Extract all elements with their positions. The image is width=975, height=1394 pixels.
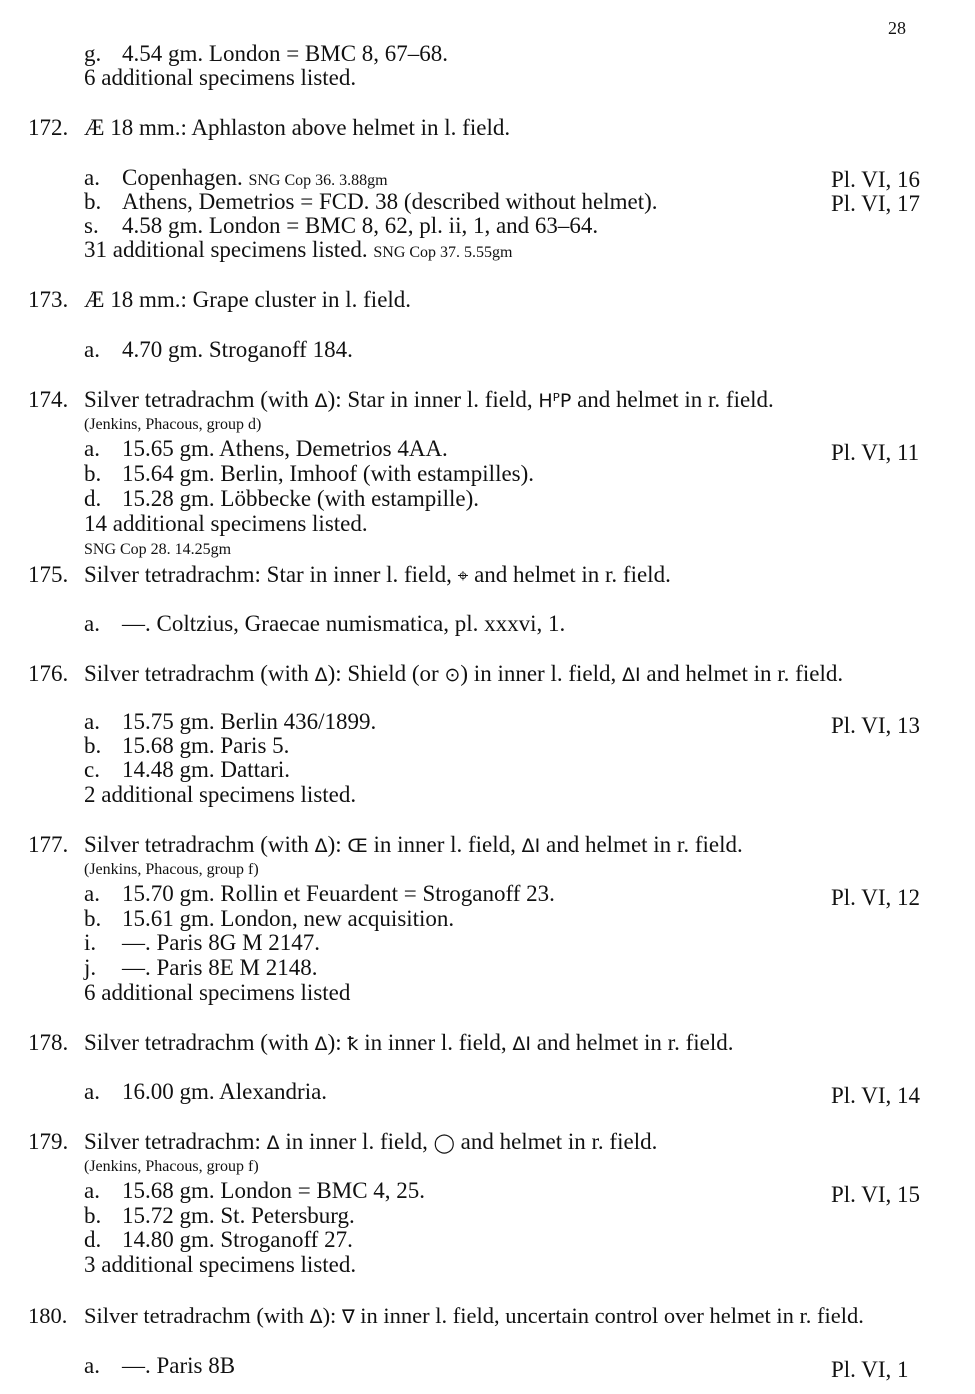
monogram-symbol: ⌖	[457, 565, 469, 587]
monogram-symbol: Œ	[347, 835, 368, 857]
specimen-line: d. 14.80 gm. Stroganoff 27.	[84, 1227, 353, 1252]
additional-specimens: 31 additional specimens listed. SNG Cop 37. 5.55gm	[84, 237, 513, 262]
specimen-line: a. 15.75 gm. Berlin 436/1899.	[84, 709, 377, 734]
specimen-line: j. —. Paris 8E M 2148.	[84, 955, 318, 980]
entry-177-heading: 177. Silver tetradrachm (with Δ): Œ in inner l. field, ΔI and helmet in r. field.	[28, 832, 743, 857]
plate-reference: Pl. VI, 17	[831, 191, 921, 216]
additional-specimens: 3 additional specimens listed.	[84, 1252, 357, 1277]
monogram-symbol: ∇	[341, 1306, 355, 1328]
specimen-line: a. —. Paris 8B	[84, 1353, 236, 1378]
specimen-line: b. 15.68 gm. Paris 5.	[84, 733, 290, 758]
circle-dot-symbol: ⊙	[444, 664, 461, 686]
delta-symbol: Δ	[314, 835, 328, 857]
additional-specimens: 6 additional specimens listed.	[84, 65, 357, 90]
entry-180-heading: 180. Silver tetradrachm (with Δ): ∇ in inner l. field, uncertain control over helmet in r. field.	[28, 1303, 864, 1328]
entry-178-heading: 178. Silver tetradrachm (with Δ): ꝁ in inner l. field, ΔI and helmet in r. field.	[28, 1030, 734, 1055]
specimen-line: b. 15.61 gm. London, new acquisition.	[84, 906, 455, 931]
plate-reference: Pl. VI, 14	[831, 1083, 921, 1108]
note: (Jenkins, Phacous, group f)	[84, 861, 259, 878]
delta-symbol: Δ	[314, 1033, 328, 1055]
entry-172-heading: 172. Æ 18 mm.: Aphlaston above helmet in l. field.	[28, 115, 511, 140]
monogram-symbol: ΔI	[512, 1033, 531, 1055]
plate-reference: Pl. VI, 11	[831, 440, 920, 465]
delta-symbol: Δ	[314, 664, 328, 686]
monogram-symbol: ΔI	[521, 835, 541, 857]
specimen-line: a. 16.00 gm. Alexandria.	[84, 1079, 328, 1104]
specimen-line: d. 15.28 gm. Löbbecke (with estampille).	[84, 486, 480, 511]
specimen-line: b. 15.64 gm. Berlin, Imhoof (with estampilles).	[84, 461, 535, 486]
monogram-symbol: ꝁ	[347, 1033, 359, 1055]
entry-175-heading: 175. Silver tetradrachm: Star in inner l. field, ⌖ and helmet in r. field.	[28, 562, 671, 587]
specimen-line: a. —. Coltzius, Graecae numismatica, pl. xxxvi, 1.	[84, 611, 566, 636]
specimen-line: b. 15.72 gm. St. Petersburg.	[84, 1203, 355, 1228]
specimen-line: c. 14.48 gm. Dattari.	[84, 757, 290, 782]
specimen-line: a. Copenhagen. SNG Cop 36. 3.88gm	[84, 165, 388, 190]
monogram-symbol: ΗᴾP	[538, 390, 572, 412]
additional-specimens: 6 additional specimens listed	[84, 980, 351, 1005]
specimen-line: a. 15.65 gm. Athens, Demetrios 4AA.	[84, 436, 448, 461]
page-number: 28	[888, 18, 906, 38]
additional-specimens: 2 additional specimens listed.	[84, 782, 357, 807]
plate-reference: Pl. VI, 13	[831, 713, 921, 738]
plate-reference: Pl. VI, 1	[831, 1357, 909, 1382]
entry-179-heading: 179. Silver tetradrachm: Δ in inner l. field, ◯ and helmet in r. field.	[28, 1129, 658, 1154]
delta-symbol: Δ	[266, 1132, 280, 1154]
note: (Jenkins, Phacous, group f)	[84, 1158, 259, 1175]
specimen-line: i. —. Paris 8G M 2147.	[84, 930, 321, 955]
entry-176-heading: 176. Silver tetradrachm (with Δ): Shield (or ⊙) in inner l. field, ΔI and helmet in r. field.	[28, 661, 844, 686]
delta-symbol: Δ	[314, 390, 328, 412]
monogram-symbol: ΔI	[622, 664, 641, 686]
specimen-line: g. 4.54 gm. London = BMC 8, 67–68.	[84, 41, 449, 66]
plate-reference: Pl. VI, 16	[831, 167, 921, 192]
sng-reference: SNG Cop 28. 14.25gm	[84, 541, 232, 558]
specimen-line: a. 4.70 gm. Stroganoff 184.	[84, 337, 353, 362]
specimen-line: a. 15.68 gm. London = BMC 4, 25.	[84, 1178, 426, 1203]
note: (Jenkins, Phacous, group d)	[84, 416, 262, 433]
specimen-line: a. 15.70 gm. Rollin et Feuardent = Stroganoff 23.	[84, 881, 555, 906]
plate-reference: Pl. VI, 12	[831, 885, 921, 910]
additional-specimens: 14 additional specimens listed.	[84, 511, 368, 536]
delta-symbol: Δ	[309, 1306, 323, 1328]
circle-symbol: ◯	[433, 1132, 455, 1154]
plate-reference: Pl. VI, 15	[831, 1182, 921, 1207]
specimen-line: s. 4.58 gm. London = BMC 8, 62, pl. ii, 1, and 63–64.	[84, 213, 599, 238]
specimen-line: b. Athens, Demetrios = FCD. 38 (described without helmet).	[84, 189, 658, 214]
entry-174-heading: 174. Silver tetradrachm (with Δ): Star in inner l. field, ΗᴾP and helmet in r. field.	[28, 387, 774, 412]
entry-173-heading: 173. Æ 18 mm.: Grape cluster in l. field.	[28, 287, 412, 312]
